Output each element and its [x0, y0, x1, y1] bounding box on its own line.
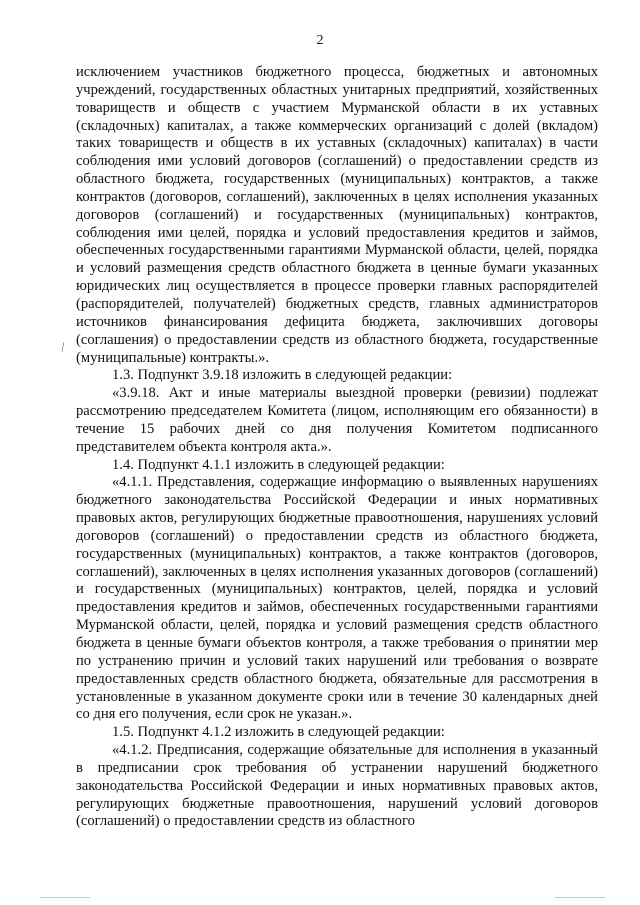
paragraph-item-4-1-2: «4.1.2. Предписания, содержащие обязательные для исполнения в указанный в предписании срок требования об устранении нарушений бюджетного законодательства Российской Федерации и иных нормативных правовых актов, регулирующих бюджетные правоотношения, нарушений условий договоров (соглашений) о предоставлении средств из областного — [76, 742, 598, 830]
page-number: 2 — [316, 33, 324, 48]
paragraph-item-1-4: 1.4. Подпункт 4.1.1 изложить в следующей редакции: — [112, 456, 445, 473]
footer-rule-left — [40, 897, 90, 898]
margin-pen-mark: ⁄ — [58, 340, 67, 354]
footer-rule-right — [555, 897, 605, 898]
document-body — [76, 64, 598, 831]
paragraph-item-4-1-1: «4.1.1. Представления, содержащие информацию о выявленных нарушениях бюджетного законодательства Российской Федерации и иных нормативных правовых актов, регулирующих бюджетные правоотношения, нарушениях условий договоров (соглашений) о предоставлении средств из областного бюджета, государственных (муниципальных) контрактов, а также контрактов (договоров, соглашений), заключенных в целях исполнения указанных договоров (соглашений) и государственных (муниципальных) контрактов, целей, порядка и условий предоставления кредитов и займов, обеспеченных государственными гарантиями Мурманской области, целей, порядка и условий размещения средств областного бюджета в ценные бумаги объектов контроля, а также требования о принятии мер по устранению причин и условий таких нарушений или требования о возврате предоставленных средств областного бюджета, обязательные для рассмотрения в установленные в указанном документе сроки или в течение 30 календарных дней со дня его получения, если срок не указан.». — [76, 474, 598, 723]
paragraph-item-1-5: 1.5. Подпункт 4.1.2 изложить в следующей редакции: — [112, 724, 445, 741]
paragraph-continuation: исключением участников бюджетного процесса, бюджетных и автономных учреждений, государственных областных унитарных предприятий, хозяйственных товариществ и обществ с участием Мурманской области в их уставных (складочных) капиталах, а также коммерческих организаций с долей (вкладом) таких товариществ и обществ в их уставных (складочных) капиталах) в части соблюдения ими условий договоров (соглашений) о предоставлении средств из областного бюджета, государственных (муниципальных) контрактов, а также контрактов (договоров, соглашений), заключенных в целях исполнения указанных договоров (соглашений) и государственных (муниципальных) контрактов, соблюдения ими целей, порядка и условий предоставления кредитов и займов, обеспеченных государственными гарантиями Мурманской области, целей, порядка и условий размещения средств областного бюджета в ценные бумаги указанных юридических лиц осуществляется в процессе проверки главных распорядителей (распорядителей, получателей) бюджетных средств, главных администраторов источников финансирования дефицита бюджета, заключивших договоры (соглашения) о предоставлении средств из областного бюджета, государственные (муниципальные) контракты.». — [76, 64, 598, 366]
paragraph-item-1-3: 1.3. Подпункт 3.9.18 изложить в следующей редакции: — [112, 367, 453, 384]
paragraph-item-3-9-18: «3.9.18. Акт и иные материалы выездной проверки (ревизии) подлежат рассмотрению председателем Комитета (лицом, исполняющим его обязанности) в течение 15 рабочих дней со дня получения Комитетом подписанного представителем объекта контроля акта.». — [76, 385, 598, 455]
